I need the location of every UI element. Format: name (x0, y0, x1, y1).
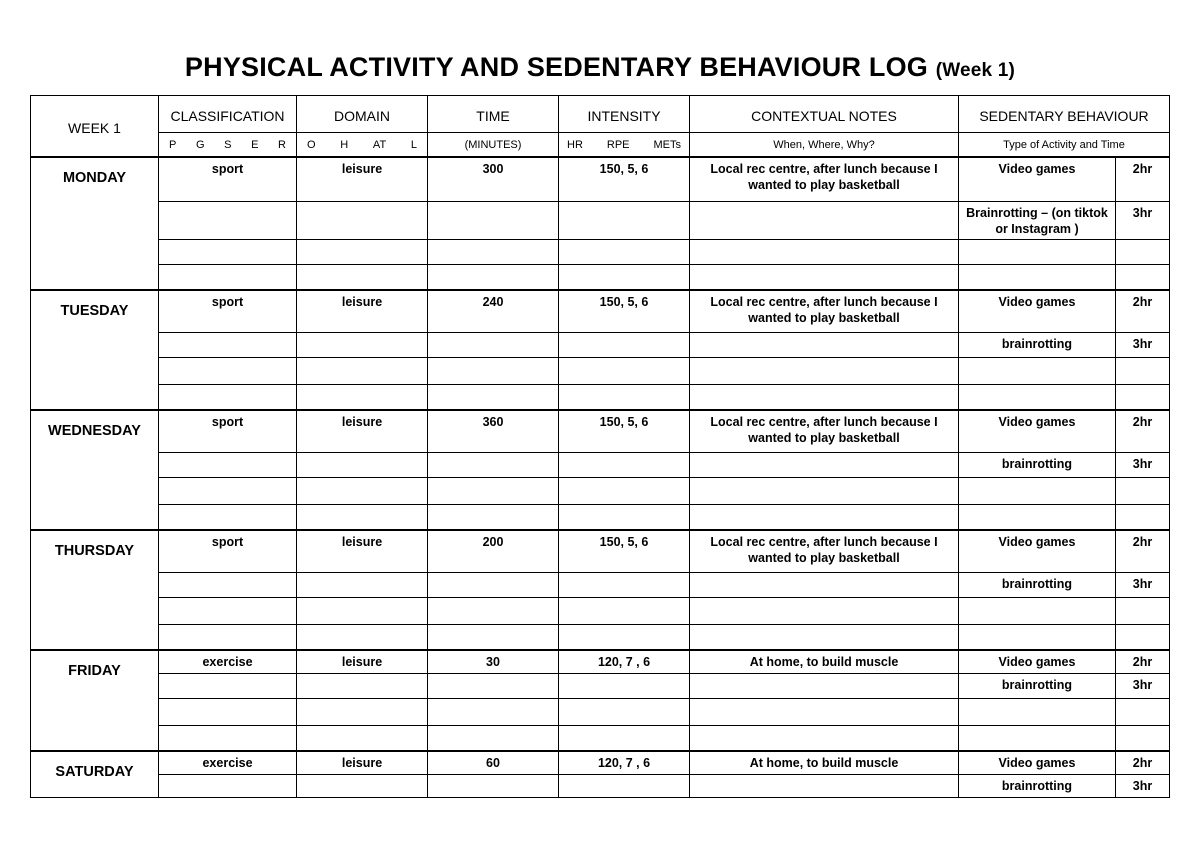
intensity-cell (559, 504, 690, 530)
notes-cell (690, 332, 959, 357)
day-row (31, 504, 1170, 530)
sedentary-header: SEDENTARY BEHAVIOUR (959, 96, 1170, 133)
sedentary-time: 3hr (1116, 673, 1170, 698)
classification-code: S (224, 138, 232, 151)
day-row (31, 264, 1170, 290)
sedentary-subheader: Type of Activity and Time (959, 133, 1170, 158)
day-row (31, 477, 1170, 504)
sedentary-activity (959, 384, 1116, 410)
domain-cell (297, 698, 428, 725)
sedentary-time: 3hr (1116, 572, 1170, 597)
notes-cell (690, 698, 959, 725)
time-cell (428, 673, 559, 698)
day-row (31, 774, 1170, 797)
classification-cell (159, 332, 297, 357)
sedentary-time: 2hr (1116, 650, 1170, 673)
day-row (31, 157, 1170, 201)
notes-cell (690, 452, 959, 477)
day-row (31, 530, 1170, 572)
day-label: THURSDAY (31, 530, 159, 650)
notes-cell: At home, to build muscle (690, 751, 959, 774)
day-row (31, 290, 1170, 332)
time-cell (428, 332, 559, 357)
day-row (31, 751, 1170, 774)
domain-cell (297, 504, 428, 530)
sedentary-activity: Brainrotting – (on tiktok or Instagram ) (959, 201, 1116, 239)
sedentary-activity: brainrotting (959, 332, 1116, 357)
classification-cell: exercise (159, 650, 297, 673)
domain-cell (297, 357, 428, 384)
sedentary-activity: Video games (959, 410, 1116, 452)
time-cell (428, 201, 559, 239)
sedentary-time: 3hr (1116, 774, 1170, 797)
domain-cell: leisure (297, 530, 428, 572)
header-row (31, 96, 1170, 133)
classification-cell (159, 201, 297, 239)
intensity-cell (559, 201, 690, 239)
intensity-cell: 150, 5, 6 (559, 157, 690, 201)
week-header: WEEK 1 (31, 96, 159, 158)
notes-cell (690, 201, 959, 239)
domain-code: AT (372, 138, 387, 151)
intensity-code: RPE (606, 138, 630, 151)
sedentary-activity (959, 357, 1116, 384)
day-label: TUESDAY (31, 290, 159, 410)
classification-cell (159, 673, 297, 698)
classification-cell: sport (159, 410, 297, 452)
sedentary-time (1116, 239, 1170, 264)
day-row (31, 572, 1170, 597)
sedentary-time: 2hr (1116, 751, 1170, 774)
day-row (31, 650, 1170, 673)
sedentary-activity (959, 264, 1116, 290)
domain-cell: leisure (297, 650, 428, 673)
day-row (31, 725, 1170, 751)
classification-code: E (251, 138, 259, 151)
intensity-cell (559, 698, 690, 725)
time-subheader: (MINUTES) (428, 133, 559, 158)
sedentary-time (1116, 725, 1170, 751)
sedentary-activity (959, 477, 1116, 504)
domain-code: L (410, 138, 417, 151)
time-cell (428, 452, 559, 477)
activity-log-table (30, 95, 1170, 798)
domain-cell (297, 597, 428, 624)
notes-cell: Local rec centre, after lunch because I wanted to play basketball (690, 157, 959, 201)
sedentary-activity: Video games (959, 157, 1116, 201)
notes-cell (690, 357, 959, 384)
classification-cell (159, 624, 297, 650)
time-cell (428, 357, 559, 384)
classification-cell (159, 774, 297, 797)
intensity-cell (559, 357, 690, 384)
time-cell: 200 (428, 530, 559, 572)
day-row (31, 239, 1170, 264)
intensity-cell (559, 774, 690, 797)
day-row (31, 452, 1170, 477)
day-row (31, 384, 1170, 410)
sedentary-activity: brainrotting (959, 572, 1116, 597)
day-row (31, 673, 1170, 698)
time-cell (428, 264, 559, 290)
domain-cell (297, 774, 428, 797)
notes-cell: Local rec centre, after lunch because I wanted to play basketball (690, 530, 959, 572)
classification-cell (159, 572, 297, 597)
domain-cell: leisure (297, 410, 428, 452)
domain-cell (297, 201, 428, 239)
time-cell (428, 572, 559, 597)
domain-header: DOMAIN (297, 96, 428, 133)
notes-cell (690, 725, 959, 751)
sedentary-time: 2hr (1116, 410, 1170, 452)
classification-cell: exercise (159, 751, 297, 774)
day-row (31, 597, 1170, 624)
classification-cell (159, 384, 297, 410)
classification-cell (159, 357, 297, 384)
domain-cell (297, 384, 428, 410)
classification-code: R (278, 138, 286, 151)
sedentary-activity: brainrotting (959, 774, 1116, 797)
classification-cell (159, 504, 297, 530)
domain-cell (297, 572, 428, 597)
notes-cell (690, 384, 959, 410)
domain-cell: leisure (297, 157, 428, 201)
notes-cell (690, 624, 959, 650)
domain-cell (297, 332, 428, 357)
sedentary-activity: Video games (959, 751, 1116, 774)
notes-subheader: When, Where, Why? (690, 133, 959, 158)
sedentary-time (1116, 264, 1170, 290)
sedentary-time: 2hr (1116, 157, 1170, 201)
sedentary-activity: brainrotting (959, 452, 1116, 477)
intensity-cell: 150, 5, 6 (559, 530, 690, 572)
day-row (31, 332, 1170, 357)
sedentary-time: 2hr (1116, 530, 1170, 572)
day-row (31, 357, 1170, 384)
day-row (31, 201, 1170, 239)
notes-cell (690, 673, 959, 698)
day-label: SATURDAY (31, 751, 159, 797)
classification-cell (159, 597, 297, 624)
time-cell: 240 (428, 290, 559, 332)
classification-cell: sport (159, 157, 297, 201)
classification-cell (159, 239, 297, 264)
notes-cell (690, 597, 959, 624)
title-sub: (Week 1) (935, 60, 1016, 81)
intensity-code: HR (567, 138, 583, 151)
domain-cell (297, 725, 428, 751)
domain-code: H (340, 138, 349, 151)
title-main: PHYSICAL ACTIVITY AND SEDENTARY BEHAVIOUR LOG (184, 52, 928, 82)
classification-cell (159, 698, 297, 725)
classification-cell: sport (159, 290, 297, 332)
notes-cell (690, 477, 959, 504)
classification-cell (159, 725, 297, 751)
domain-codes (297, 133, 428, 158)
intensity-cell (559, 332, 690, 357)
notes-cell (690, 504, 959, 530)
notes-header: CONTEXTUAL NOTES (690, 96, 959, 133)
sedentary-time: 3hr (1116, 201, 1170, 239)
sedentary-activity: Video games (959, 290, 1116, 332)
day-label: MONDAY (31, 157, 159, 290)
domain-cell (297, 624, 428, 650)
time-cell (428, 774, 559, 797)
sedentary-time (1116, 477, 1170, 504)
intensity-header: INTENSITY (559, 96, 690, 133)
time-cell: 360 (428, 410, 559, 452)
intensity-cell (559, 264, 690, 290)
sedentary-activity: brainrotting (959, 673, 1116, 698)
intensity-cell: 120, 7 , 6 (559, 650, 690, 673)
classification-code: G (195, 138, 205, 151)
notes-cell: Local rec centre, after lunch because I wanted to play basketball (690, 410, 959, 452)
domain-cell (297, 264, 428, 290)
classification-header: CLASSIFICATION (159, 96, 297, 133)
sedentary-activity (959, 725, 1116, 751)
sedentary-activity: Video games (959, 530, 1116, 572)
classification-cell: sport (159, 530, 297, 572)
notes-cell: Local rec centre, after lunch because I wanted to play basketball (690, 290, 959, 332)
time-cell (428, 725, 559, 751)
domain-cell (297, 239, 428, 264)
time-cell: 60 (428, 751, 559, 774)
intensity-cell (559, 597, 690, 624)
intensity-cell (559, 572, 690, 597)
time-cell (428, 504, 559, 530)
intensity-cell (559, 384, 690, 410)
domain-cell (297, 477, 428, 504)
time-cell (428, 239, 559, 264)
sedentary-time (1116, 624, 1170, 650)
sedentary-activity (959, 624, 1116, 650)
sedentary-time (1116, 698, 1170, 725)
time-cell (428, 384, 559, 410)
sedentary-activity (959, 698, 1116, 725)
classification-codes (159, 133, 297, 158)
sedentary-time: 3hr (1116, 452, 1170, 477)
intensity-cell: 150, 5, 6 (559, 410, 690, 452)
sedentary-activity (959, 239, 1116, 264)
intensity-cell (559, 452, 690, 477)
intensity-cell: 120, 7 , 6 (559, 751, 690, 774)
sedentary-time: 3hr (1116, 332, 1170, 357)
domain-cell (297, 673, 428, 698)
intensity-cell (559, 725, 690, 751)
intensity-codes (559, 133, 690, 158)
sedentary-time (1116, 384, 1170, 410)
intensity-code: METs (653, 138, 681, 151)
intensity-cell (559, 673, 690, 698)
sedentary-activity (959, 597, 1116, 624)
notes-cell: At home, to build muscle (690, 650, 959, 673)
classification-cell (159, 477, 297, 504)
sedentary-activity: Video games (959, 650, 1116, 673)
intensity-cell (559, 624, 690, 650)
day-row (31, 624, 1170, 650)
intensity-cell: 150, 5, 6 (559, 290, 690, 332)
time-cell (428, 624, 559, 650)
sedentary-time: 2hr (1116, 290, 1170, 332)
time-cell (428, 597, 559, 624)
sedentary-time (1116, 504, 1170, 530)
classification-cell (159, 452, 297, 477)
sedentary-time (1116, 597, 1170, 624)
time-cell (428, 477, 559, 504)
time-cell (428, 698, 559, 725)
classification-code: P (169, 138, 177, 151)
day-label: FRIDAY (31, 650, 159, 751)
domain-code: O (307, 138, 316, 151)
classification-cell (159, 264, 297, 290)
header-subrow (31, 133, 1170, 158)
time-cell: 300 (428, 157, 559, 201)
time-cell: 30 (428, 650, 559, 673)
time-header: TIME (428, 96, 559, 133)
page-title (0, 52, 1200, 83)
intensity-cell (559, 477, 690, 504)
notes-cell (690, 572, 959, 597)
day-row (31, 410, 1170, 452)
notes-cell (690, 239, 959, 264)
domain-cell: leisure (297, 751, 428, 774)
notes-cell (690, 264, 959, 290)
sedentary-time (1116, 357, 1170, 384)
domain-cell (297, 452, 428, 477)
domain-cell: leisure (297, 290, 428, 332)
notes-cell (690, 774, 959, 797)
sedentary-activity (959, 504, 1116, 530)
day-label: WEDNESDAY (31, 410, 159, 530)
intensity-cell (559, 239, 690, 264)
day-row (31, 698, 1170, 725)
